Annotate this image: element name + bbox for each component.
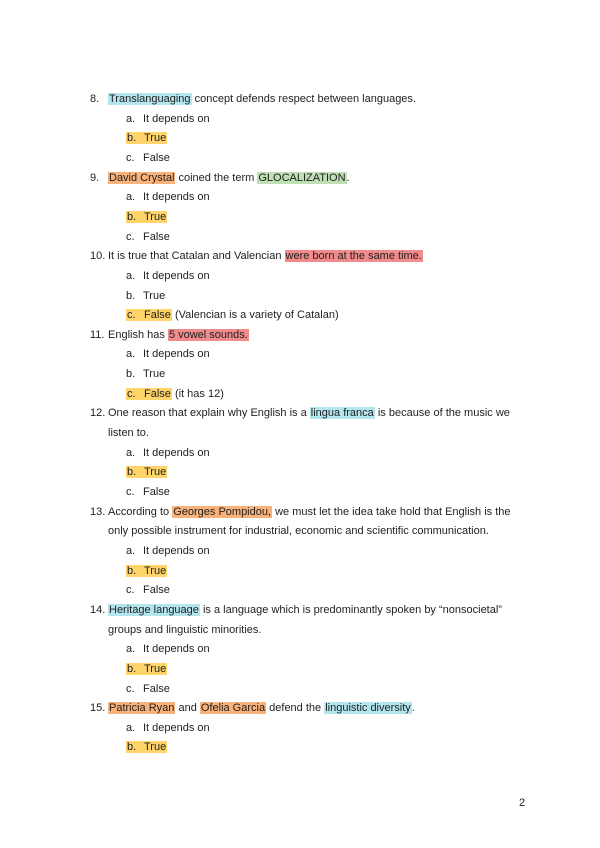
highlighted-text: True [144,741,167,754]
highlighted-text: were born at the same time. [285,250,422,263]
question-text [108,701,415,715]
highlighted-text: 5 vowel sounds. [168,328,248,341]
text-segment: False [143,584,170,597]
text-segment: coined the term [175,171,258,184]
question-number: 14. [90,603,106,616]
option-letter [126,367,135,381]
option-letter [126,446,135,460]
text-segment: It is true that Catalan and Valencian [108,250,285,263]
option-letter-text: a. [126,112,136,125]
answer-option [143,740,167,754]
question-text [108,603,502,617]
question-text [108,92,416,106]
option-letter-text: a. [126,721,136,734]
highlighted-text: David Crystal [109,171,175,184]
text-segment: concept defends respect between languages. [191,93,416,105]
answer-option [143,112,210,126]
text-segment: False [143,682,170,695]
answer-option [143,485,170,499]
text-segment: (Valencian is a variety of Catalan) [171,309,339,322]
text-segment: It depends on [143,348,210,361]
highlighted-text: Patricia Ryan [109,702,175,715]
text-segment: is a language which is predominantly spoken by “nonsocietal” [199,603,502,616]
option-letter [126,682,135,696]
option-letter-text: c. [126,309,144,321]
answer-option [143,544,210,558]
answer-option [143,308,339,322]
text-segment: It depends on [143,721,210,734]
option-letter [126,308,144,322]
question-number: 10. [90,250,106,263]
answer-option [143,347,210,361]
text-segment: One reason that explain why English is a [108,407,310,420]
text-segment: and [175,702,200,715]
option-letter [126,564,144,578]
text-segment: only possible instrument for industrial, economic and scientific communication. [108,525,489,538]
answer-option [143,682,170,696]
option-letter [126,465,144,479]
option-letter [126,131,144,145]
answer-option [143,289,165,303]
text-segment: It depends on [143,191,210,204]
option-letter [126,662,144,676]
highlighted-text: Heritage language [109,603,199,616]
text-segment: (it has 12) [171,387,224,400]
highlighted-text: Translanguaging [109,93,191,105]
option-letter [126,289,135,303]
option-letter [126,347,135,361]
text-segment: is because of the music we [374,407,510,420]
question-text [108,623,261,637]
option-letter [126,485,135,499]
option-letter-text: a. [126,191,136,204]
text-segment: groups and linguistic minorities. [108,623,262,636]
text-segment: True [143,368,166,381]
option-letter-text: b. [126,368,136,381]
text-segment: It depends on [143,544,210,557]
page-number: 2 [519,797,526,809]
highlighted-text: False [144,387,171,400]
answer-option [143,190,210,204]
question-text [108,249,423,263]
highlighted-text: Georges Pompidou, [173,505,272,518]
option-letter-text: c. [126,682,135,695]
text-segment: It depends on [143,112,210,125]
option-letter-text: a. [126,544,136,557]
question-number: 12. [90,407,106,420]
option-letter-text: c. [126,584,135,597]
option-letter-text: c. [126,486,135,498]
question-text [108,426,149,440]
text-segment: It depends on [143,269,210,282]
highlighted-text: linguistic diversity [325,702,411,715]
text-segment: English has [108,328,168,341]
option-letter-text: b. [126,466,144,478]
text-segment: True [143,289,166,302]
option-letter [126,210,144,224]
question-text [108,328,249,342]
text-segment: False [143,151,170,164]
answer-option [143,131,167,145]
option-letter [126,721,135,735]
highlighted-text: Ofelia Garcia [200,702,266,715]
answer-option [143,721,210,735]
answer-option [143,151,170,165]
text-segment: . [411,702,415,715]
option-letter-text: b. [126,741,144,753]
text-segment: defend the [266,702,325,715]
answer-option [143,465,167,479]
text-segment: we must let the idea take hold that English is the [272,505,511,518]
answer-option [143,230,170,244]
option-letter-text: a. [126,446,136,459]
option-letter [126,151,135,165]
answer-option [143,564,167,578]
highlighted-text: True [144,564,167,577]
answer-option [143,269,210,283]
text-segment: It depends on [143,643,210,656]
text-segment: . [346,171,350,184]
answer-option [143,446,210,460]
option-letter-text: c. [126,151,135,164]
question-number: 13. [90,505,106,518]
highlighted-text: True [144,662,167,675]
highlighted-text: lingua franca [310,407,374,420]
text-segment: According to [108,505,173,518]
option-letter-text: a. [126,643,136,656]
question-number: 15. [90,702,106,715]
option-letter [126,642,135,656]
answer-option [143,662,167,676]
question-number: 11. [90,328,105,341]
highlighted-text: True [144,466,167,479]
answer-option [143,367,165,381]
answer-option [143,387,224,401]
question-text [108,505,511,519]
text-segment: False [143,230,170,243]
option-letter-text: b. [126,565,144,577]
text-segment: listen to. [108,427,149,440]
option-letter [126,583,135,597]
question-text [108,171,350,185]
question-number: 8. [90,93,100,105]
answer-option [143,583,170,597]
option-letter-text: b. [126,211,144,223]
highlighted-text: True [144,132,167,145]
question-number: 9. [90,171,100,184]
question-text [108,406,510,420]
highlighted-text: True [144,210,167,223]
option-letter-text: b. [126,132,144,144]
option-letter [126,230,135,244]
option-letter [126,190,135,204]
answer-option [143,642,210,656]
option-letter-text: a. [126,348,136,361]
option-letter [126,387,144,401]
option-letter [126,544,135,558]
question-text [108,524,489,538]
answer-option [143,210,167,224]
option-letter [126,269,135,283]
option-letter [126,112,135,126]
option-letter-text: c. [126,388,144,400]
option-letter-text: b. [126,663,144,675]
option-letter-text: c. [126,230,135,243]
option-letter [126,740,144,754]
highlighted-text: False [144,309,171,322]
highlighted-text: GLOCALIZATION [258,171,346,184]
option-letter-text: a. [126,269,136,282]
text-segment: It depends on [143,446,210,459]
text-segment: False [143,486,170,498]
option-letter-text: b. [126,289,136,302]
